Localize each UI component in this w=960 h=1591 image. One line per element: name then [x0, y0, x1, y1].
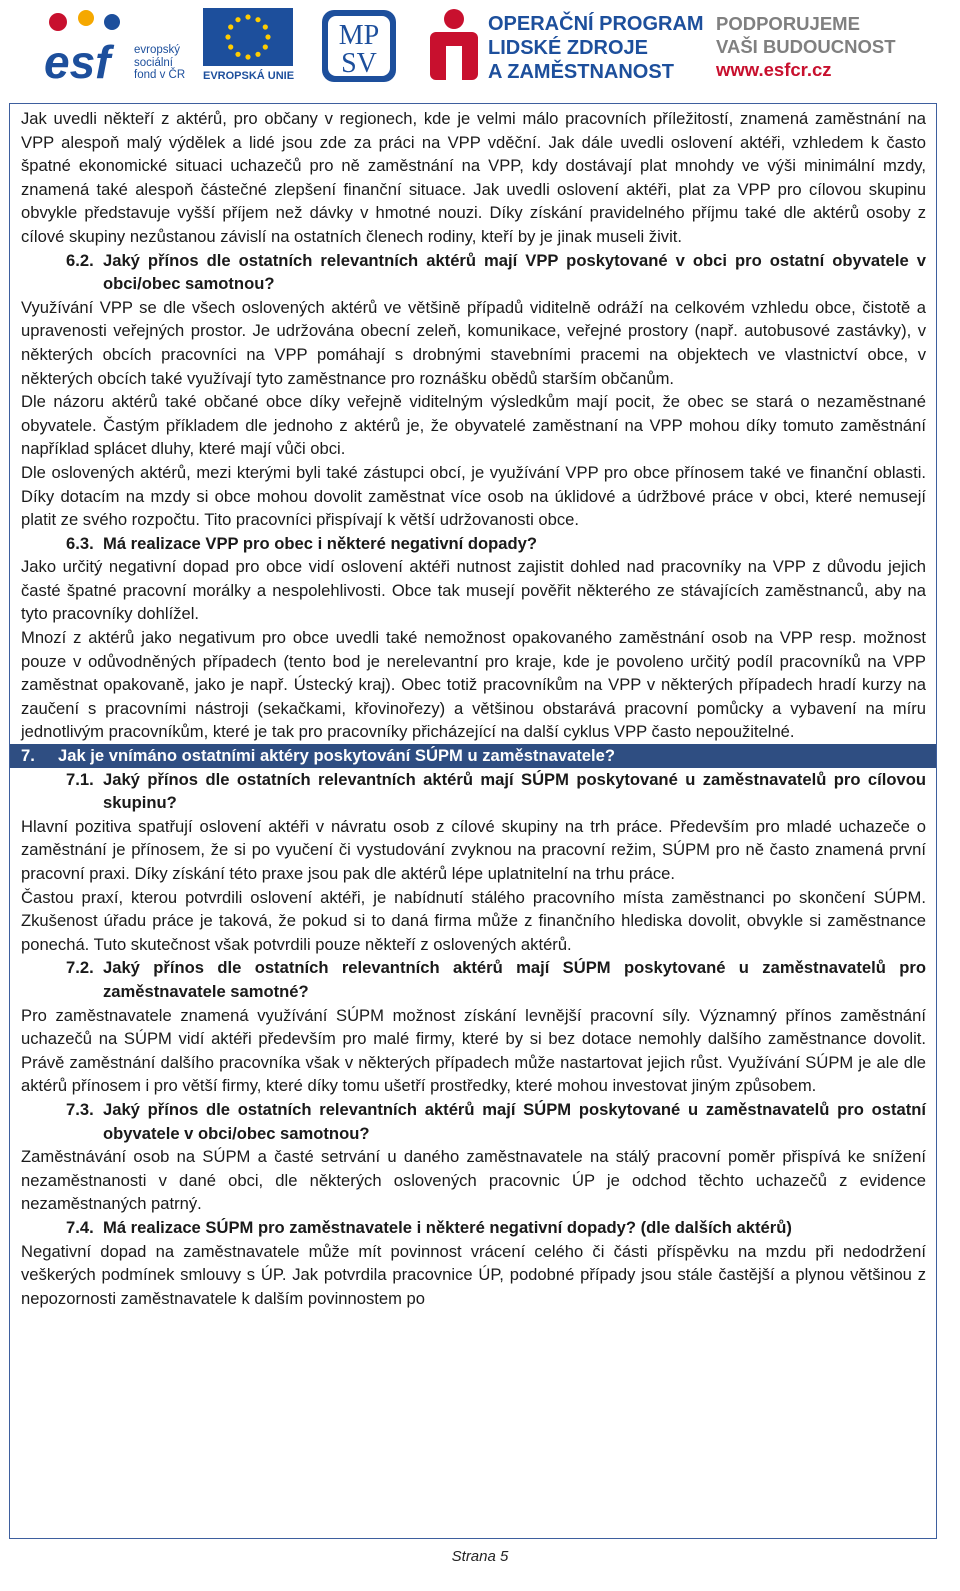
mpsv-logo [320, 8, 398, 84]
section-title: Má realizace SÚPM pro zaměstnavatele i některé negativní dopady? (dle dalších aktérů) [103, 1217, 792, 1237]
section-number: 7.4. [66, 1217, 94, 1237]
section-title: Má realizace VPP pro obec i některé negativní dopady? [103, 533, 538, 553]
esf-caption-line: evropský [134, 44, 181, 56]
pod-line: VAŠI BUDOUCNOST [716, 36, 896, 57]
paragraph: Využívání VPP se dle všech oslovených aktérů ve většině případů viditelně odráží na celkovém vzhledu obce, čistotě a upravenosti veřejných prostor. Je udržována obecní zeleň, komunikace, veřejné prostory (např. autobusové zastávky), v některých obcích pracovníci na VPP pomáhají s drobnými stavebními pracemi na objektech ve vlastnictví obce, v některých obcích také využívají tyto zaměstnance pro roznášku obědů starším občanům. [21, 297, 926, 388]
paragraph: Častou praxí, kterou potvrdili oslovení aktéři, je nabídnutí stálého pracovního místa zaměstnanci po skončení SÚPM. Zkušenost úřadu práce je taková, že pokud si to daná firma může z finančního hlediska dovolit, obvykle si zaměstnance ponechá. Tuto skutečnost však potvrdili pouze někteří z oslovených aktérů. [21, 887, 926, 954]
section-heading-7-3 [66, 1098, 926, 1145]
section-number: 7.1. [66, 769, 94, 789]
op-line: LIDSKÉ ZDROJE [488, 37, 649, 59]
section-title: Jaký přínos dle ostatních relevantních aktérů mají VPP poskytované v obci pro ostatní obyvatele v obci/obec samotnou? [103, 250, 926, 294]
page-number: Strana 5 [451, 1548, 509, 1565]
eu-logo [203, 8, 295, 84]
chapter-heading-7 [10, 744, 937, 768]
podporujeme-logo [716, 12, 916, 86]
section-heading-6-2 [66, 249, 926, 296]
esf-caption-line: sociální [134, 56, 173, 69]
mpsv-logo-text-top: MP [338, 20, 380, 51]
paragraph: Dle oslovených aktérů, mezi kterými byli také zástupci obcí, je využívání VPP pro obce přínosem také ve finanční oblasti. Díky dotacím na mzdy si obce mohou dovolit zaměstnat více osob na úklidové a údržbové práce v obci, které nemusejí platit ze svého rozpočtu. Tito pracovníci přispívají k větší udržovanosti obce. [21, 462, 926, 530]
esf-caption [134, 44, 185, 82]
section-title: Jaký přínos dle ostatních relevantních aktérů mají SÚPM poskytované u zaměstnavatelů pro cílovou skupinu? [103, 769, 926, 813]
content-frame [9, 103, 937, 1539]
section-number: 6.2. [66, 250, 94, 270]
paragraph: Dle názoru aktérů také občané obce díky veřejně viditelným výsledkům mají pocit, že obec se stará o nezaměstnané obyvatele. Častým příkladem dle jednoho z aktérů je, že obyvatelé zaměstnaní na VPP mohou díky tomuto zaměstnání například splácet dluhy, které mají vůči obci. [21, 392, 926, 459]
esf-logo [42, 8, 197, 84]
eu-caption: EVROPSKÁ UNIE [203, 70, 295, 82]
op-line: A ZAMĚSTNANOST [488, 61, 674, 83]
paragraph: Negativní dopad na zaměstnavatele může mít povinnost vrácení celého či části příspěvku na mzdu při nedodržení veškerých podmínek smlouvy s ÚP. Jak potvrdila pracovnice ÚP, podobné případy jsou stále častější a plynou většinou z nepozornosti zaměstnavatele k dalším povinnostem po [21, 1241, 926, 1308]
op-text [488, 12, 704, 84]
mpsv-mark-icon [320, 8, 398, 84]
section-number: 6.3. [66, 533, 94, 553]
op-person-icon [428, 6, 480, 84]
esf-caption-line: fond v ČR [134, 69, 186, 81]
paragraph: Zaměstnávání osob na SÚPM a časté setrvání u daného zaměstnavatele na stálý pracovní poměr přispívá ke snížení nezaměstnanosti v dané obci, dle některých oslovených pracovnic ÚP je odchod těchto uchazečů z evidence nezaměstnaných patrný. [21, 1147, 926, 1214]
section-number: 7.3. [66, 1099, 94, 1119]
esf-url: www.esfcr.cz [716, 59, 832, 80]
chapter-title: Jak je vnímáno ostatními aktéry poskytování SÚPM u zaměstnavatele? [58, 746, 616, 766]
section-title: Jaký přínos dle ostatních relevantních aktérů mají SÚPM poskytované u zaměstnavatelů pro ostatní obyvatele v obci/obec samotnou? [103, 1099, 926, 1143]
section-heading-6-3 [66, 532, 926, 556]
header-logos [0, 0, 960, 95]
op-lzz-logo [428, 6, 704, 86]
paragraph: Jak uvedli někteří z aktérů, pro občany v regionech, kde je velmi málo pracovních příležitostí, znamená zaměstnání na VPP alespoň malý výdělek a lidé jsou zde za práci na VPP vděční. Jak dále uvedli oslovení aktéři, vzhledem k často špatné ekonomické situaci uchazečů pro ně zaměstnání na VPP, kdy dostávají plat mnohdy ve výši minimální mzdy, znamená také alespoň částečné zlepšení finanční situace. Jak uvedli oslovení aktéři, plat za VPP pro cílovou skupinu obvykle představuje vyšší příjem než dávky v hmotné nouzi. Díky získání pravidelného příjmu také dle aktérů osoby z cílové skupiny nezůstanou závislí na ostatních členech rodiny, kteří by je jinak museli živit. [21, 109, 926, 246]
paragraph: Pro zaměstnavatele znamená využívání SÚPM možnost získání levnější pracovní síly. Významný přínos zaměstnání uchazečů na SÚPM vidí aktéři především pro malé firmy, které by si bez dotace nemohly dalšího zaměstnance dovolit. Právě zaměstnání dalšího pracovníka však v některých případech může nastartovat jejich růst. Využívání SÚPM je ale dle aktérů přínosem i pro větší firmy, které díky tomu ušetří prostředky, které mohou investovat jiným způsobem. [21, 1005, 926, 1096]
document-body [21, 107, 926, 1310]
section-heading-7-1 [66, 768, 926, 815]
eu-flag-icon [203, 8, 293, 66]
section-title: Jaký přínos dle ostatních relevantních aktérů mají SÚPM poskytované u zaměstnavatelů pro zaměstnavatele samotné? [103, 958, 926, 1001]
paragraph: Hlavní pozitiva spatřují oslovení aktéři v návratu osob z cílové skupiny na trh práce. Především pro mladé uchazeče o zaměstnání je přínosem, že si po vyučení či vystudování zvyknou na pracovní režim, SÚPM pro ně často znamená první pracovní praxi. Díky získání této praxe jsou pak dle aktérů lépe uplatnitelní na trhu práce. [21, 816, 926, 883]
esf-logo-text: esf [44, 36, 111, 84]
mpsv-logo-text-bottom: SV [341, 48, 377, 79]
paragraph: Jako určitý negativní dopad pro obce vidí oslovení aktéři nutnost zajistit dohled nad pracovníky na VPP z důvodu jejich časté špatné pracovní morálky a nespolehlivosti. Obce tak musejí pověřit některého ze stávajících zaměstnanců, aby na tyto pracovníky dohlížel. [21, 557, 926, 624]
section-heading-7-4 [66, 1216, 926, 1240]
op-line: OPERAČNÍ PROGRAM [488, 13, 704, 35]
section-heading-7-2 [66, 956, 926, 1003]
pod-line: PODPORUJEME [716, 13, 860, 34]
paragraph: Mnozí z aktérů jako negativum pro obce uvedli také nemožnost opakovaného zaměstnání osob na VPP resp. možnost pouze v odůvodněných případech (tento bod je nerelevantní pro kraje, kde je povoleno určitý podíl pracovníků na VPP zaměstnat opakovaně, jako je např. Ústecký kraj). Obec totiž pracovníkům na VPP v některých případech hradí kurzy na zaučení s pracovními nástroji (sekačkami, křovinořezy) a většinou obstarává pracovní pomůcky a vybavení na míru jednotlivým pracovníkům, které je tak pro pracovníky přicházející na další cyklus VPP často nepoužitelné. [21, 628, 926, 742]
esf-mark-icon [42, 8, 130, 84]
section-number: 7.2. [66, 958, 94, 978]
chapter-number: 7. [21, 746, 35, 766]
